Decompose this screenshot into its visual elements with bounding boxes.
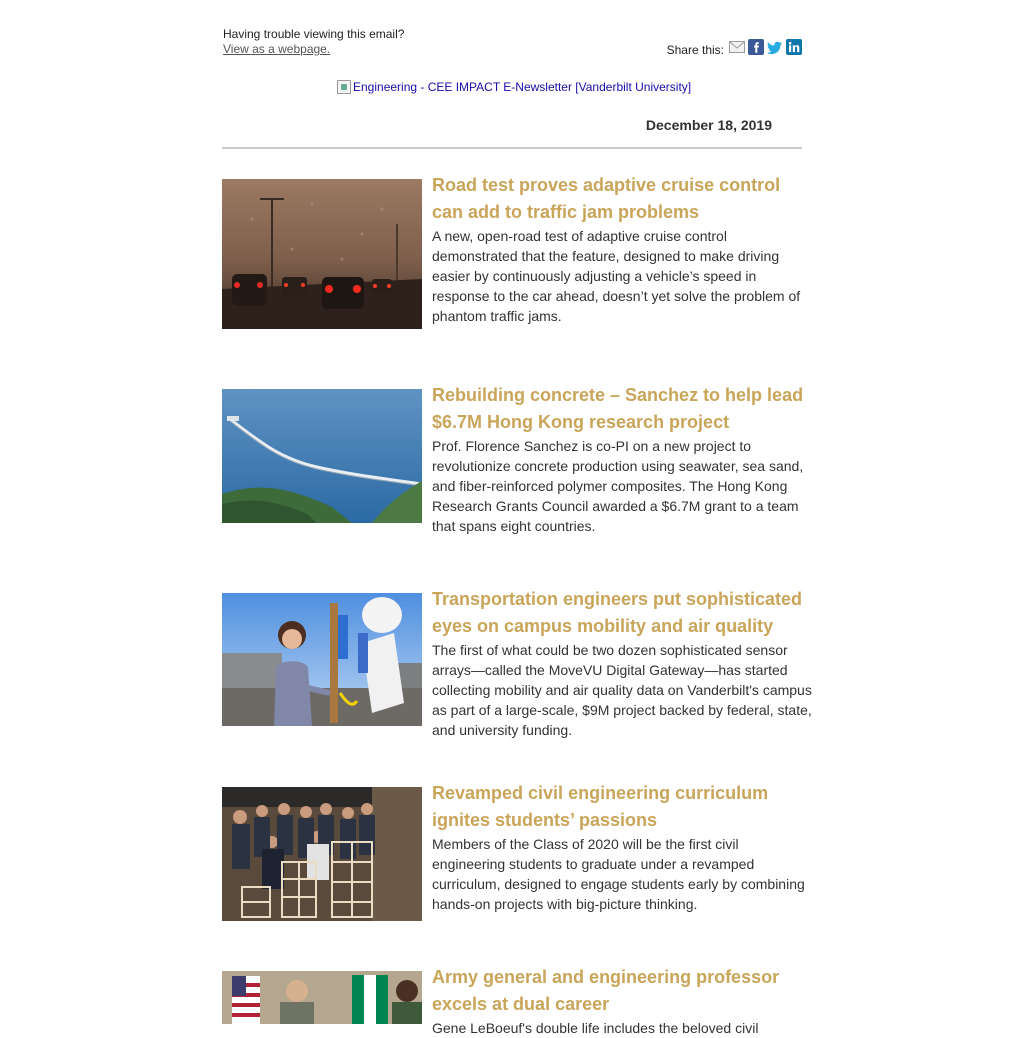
article-summary: Gene LeBoeuf's double life includes the beloved civil [432, 1020, 759, 1036]
article-headline-link[interactable]: Road test proves adaptive cruise control can add to traffic jam problems [432, 175, 781, 222]
article-text [432, 780, 812, 914]
article-headline-link[interactable]: Transportation engineers put sophisticated eyes on campus mobility and air quality [432, 589, 803, 636]
article-summary: The first of what could be two dozen sophisticated sensor arrays—called the MoveVU Digital Gateway—has started collecting mobility and air quality data on Vanderbilt's campus as part of a large-scale, $9M project backed by federal, state, and university funding. [432, 642, 812, 738]
trouble-viewing-notice [223, 27, 404, 57]
article-text [432, 586, 812, 740]
article-text [432, 172, 812, 326]
article-headline-link[interactable]: Rebuilding concrete – Sanchez to help lead $6.7M Hong Kong research project [432, 385, 804, 432]
newsletter-banner[interactable] [337, 80, 691, 94]
article-headline-link[interactable]: Revamped civil engineering curriculum ignites students’ passions [432, 783, 769, 830]
banner-alt-text: Engineering - CEE IMPACT E-Newsletter [Vanderbilt University] [353, 80, 692, 94]
traffic-jam-thumbnail[interactable] [222, 179, 422, 329]
trouble-text: Having trouble viewing this email? [223, 27, 405, 41]
header-divider [222, 147, 802, 149]
share-label: Share this: [666, 43, 724, 57]
twitter-icon[interactable] [767, 39, 783, 55]
view-webpage-link[interactable]: View as a webpage. [223, 42, 331, 56]
facebook-icon[interactable] [748, 39, 764, 55]
share-bar [667, 37, 802, 57]
issue-date: December 18, 2019 [645, 117, 772, 133]
hong-kong-bridge-thumbnail[interactable] [222, 389, 422, 523]
sensor-array-thumbnail[interactable] [222, 593, 422, 726]
broken-image-icon [337, 80, 351, 94]
article-headline-link[interactable]: Army general and engineering professor excels at dual career [432, 967, 780, 1014]
article-summary: Members of the Class of 2020 will be the first civil engineering students to graduate under a revamped curriculum, designed to engage students early by combining hands-on projects with big-picture thinking. [432, 836, 805, 912]
article-text [432, 382, 812, 536]
email-container [222, 0, 812, 1036]
linkedin-icon[interactable] [786, 39, 802, 55]
article-summary: Prof. Florence Sanchez is co-PI on a new project to revolutionize concrete production using seawater, sea sand, and fiber-reinforced polymer composites. The Hong Kong Research Grants Council awarded a $6.7M grant to a team that spans eight countries. [432, 438, 804, 534]
article-summary: A new, open-road test of adaptive cruise control demonstrated that the feature, designed to make driving easier by continuously adjusting a vehicle’s speed in response to the car ahead, doesn’t yet solve the problem of phantom traffic jams. [432, 228, 801, 324]
army-general-thumbnail[interactable] [222, 971, 422, 1024]
article-text [432, 964, 812, 1038]
students-group-thumbnail[interactable] [222, 787, 422, 921]
email-icon[interactable] [729, 39, 745, 55]
